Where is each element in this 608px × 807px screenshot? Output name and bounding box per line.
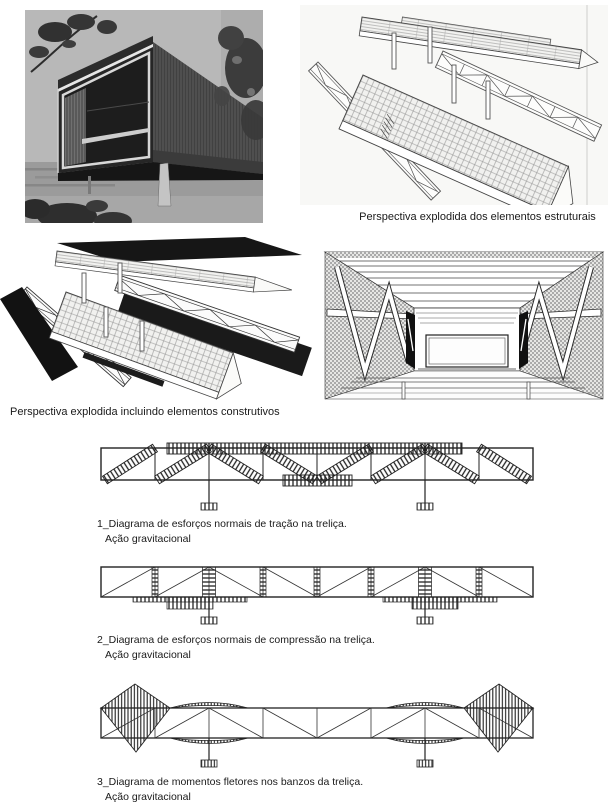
caption-constructive: Perspectiva explodida incluindo elementos construtivos xyxy=(10,406,280,418)
diagram-3-title: 3_Diagrama de momentos fletores nos banzos da treliça. xyxy=(97,776,364,788)
supports xyxy=(201,738,433,767)
diagram-2-subtitle: Ação gravitacional xyxy=(105,649,191,661)
diagram-tension-truss xyxy=(95,437,540,515)
house-photo xyxy=(25,10,263,223)
caption-structural: Perspectiva explodida dos elementos estruturais xyxy=(359,211,596,223)
diagram-2-title: 2_Diagrama de esforços normais de compressão na treliça. xyxy=(97,634,375,646)
diagram-bending-moments xyxy=(88,676,548,768)
diagram-3-subtitle: Ação gravitacional xyxy=(105,791,191,803)
window-opening xyxy=(426,335,508,367)
compression-chord-bands xyxy=(133,597,497,609)
caption-diagram-1 xyxy=(97,517,347,547)
exploded-structural-drawing xyxy=(300,5,608,205)
back-wall xyxy=(414,308,520,371)
diagram-1-subtitle: Ação gravitacional xyxy=(105,533,191,545)
caption-diagram-3 xyxy=(97,775,363,805)
exploded-constructive-drawing xyxy=(0,235,312,403)
interior-perspective-drawing xyxy=(323,251,605,403)
diagram-1-title: 1_Diagrama de esforços normais de tração na treliça. xyxy=(97,518,347,530)
caption-diagram-2 xyxy=(97,633,375,663)
diagram-compression-truss xyxy=(95,560,540,628)
